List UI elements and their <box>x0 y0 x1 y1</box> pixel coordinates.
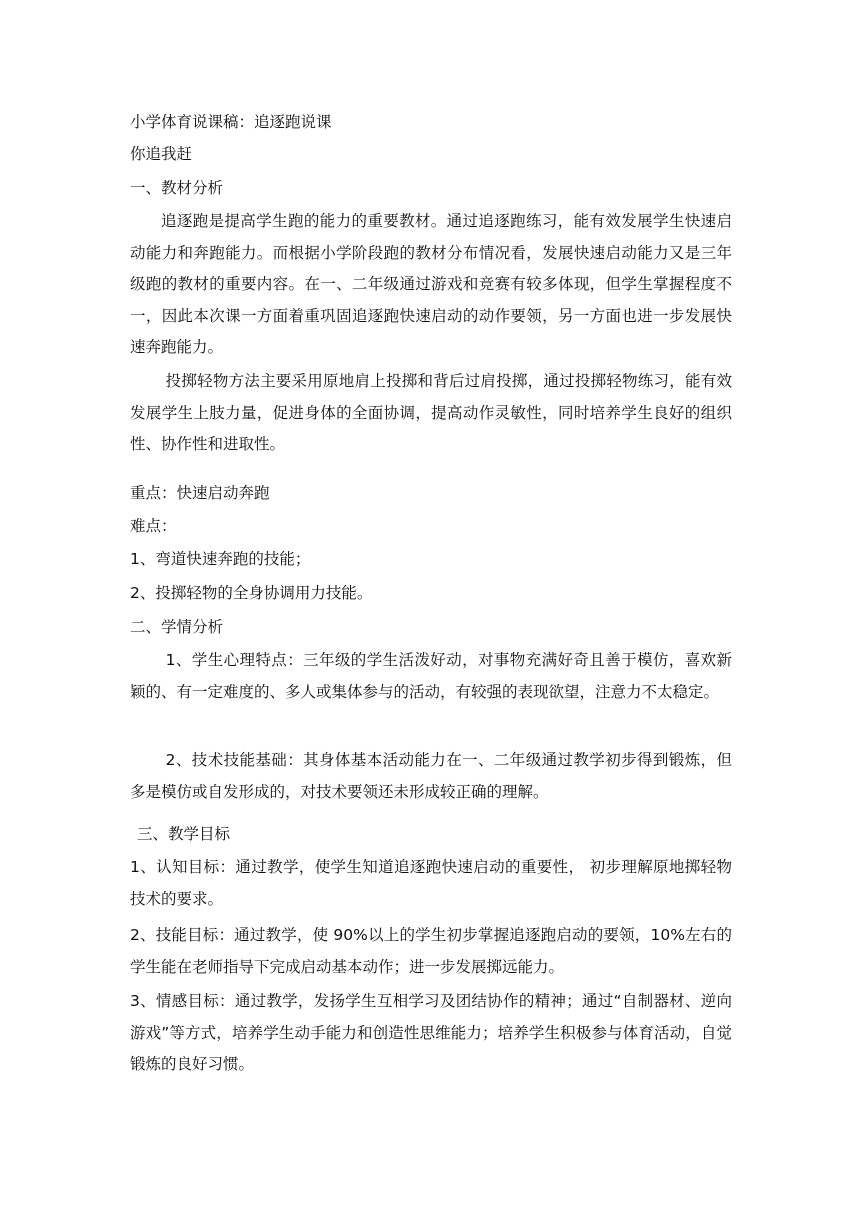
key-point: 重点：快速启动奔跑 <box>130 484 270 502</box>
goal-skill: 2、技能目标：通过教学，使 90%以上的学生初步掌握追逐跑启动的要领，10%左右的学生能在老师指导下完成启动基本动作；进一步发展掷远能力。 <box>130 926 732 976</box>
document-subtitle: 你追我赶 <box>130 145 193 163</box>
difficulty-label: 难点： <box>130 517 177 535</box>
paragraph-student-analysis-2: 2、技术技能基础：其身体基本活动能力在一、二年级通过教学初步得到锻炼，但多是模仿或自发形成的，对技术要领还未形成较正确的理解。 <box>130 751 732 801</box>
section-heading-3: 三、教学目标 <box>137 825 231 843</box>
difficulty-item-1: 1、弯道快速奔跑的技能； <box>130 550 311 568</box>
goal-cognitive: 1、认知目标：通过教学，使学生知道追逐跑快速启动的重要性， 初步理解原地掷轻物技术的要求。 <box>130 858 732 908</box>
section-heading-1: 一、教材分析 <box>130 179 224 197</box>
section-heading-2: 二、学情分析 <box>130 618 224 636</box>
paragraph-textbook-analysis-2: 投掷轻物方法主要采用原地肩上投掷和背后过肩投掷，通过投掷轻物练习，能有效发展学生上肢力量，促进身体的全面协调，提高动作灵敏性，同时培养学生良好的组织性、协作性和进取性。 <box>130 372 732 454</box>
goal-affective: 3、情感目标：通过教学，发扬学生互相学习及团结协作的精神；通过“自制器材、逆向游戏”等方式，培养学生动手能力和创造性思维能力；培养学生积极参与体育活动，自觉锻炼的良好习惯。 <box>130 992 732 1074</box>
paragraph-student-analysis-1: 1、学生心理特点：三年级的学生活泼好动，对事物充满好奇且善于模仿，喜欢新颖的、有一定难度的、多人或集体参与的活动，有较强的表现欲望，注意力不太稳定。 <box>130 651 732 701</box>
document-title: 小学体育说课稿：追逐跑说课 <box>130 113 332 131</box>
paragraph-textbook-analysis-1: 追逐跑是提高学生跑的能力的重要教材。通过追逐跑练习，能有效发展学生快速启动能力和奔跑能力。而根据小学阶段跑的教材分布情况看，发展快速启动能力又是三年级跑的教材的重要内容。在一、二年级通过游戏和竞赛有较多体现，但学生掌握程度不一，因此本次课一方面着重巩固追逐跑快速启动的动作要领，另一方面也进一步发展快速奔跑能力。 <box>130 212 732 357</box>
difficulty-item-2: 2、投掷轻物的全身协调用力技能。 <box>130 584 373 602</box>
